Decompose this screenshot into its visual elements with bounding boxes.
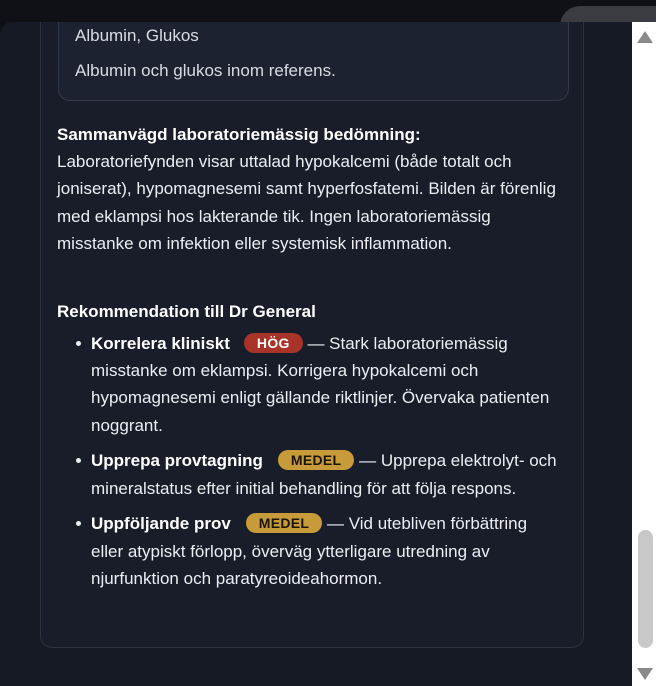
- recommendation-label: Upprepa provtagning: [91, 451, 263, 471]
- priority-badge-high: HÖG: [244, 333, 303, 353]
- albumin-section-title: Albumin, Glukos: [75, 26, 199, 45]
- report-panel: [0, 22, 632, 686]
- assessment-heading: Sammanvägd laboratoriemässig bedömning:: [57, 125, 421, 144]
- albumin-glucose-subcard: [58, 22, 569, 101]
- recommendation-text: — Upprepa elektrolyt- och mineralstatus efter initial behandling för att följa respons.: [91, 451, 557, 498]
- albumin-section-text: Albumin och glukos inom referens.: [75, 61, 336, 80]
- recommendation-text: — Stark laboratoriemässig misstanke om eklampsi. Korrigera hypokalcemi och hypomagnesemi enligt gällande riktlinjer. Övervaka patienten noggrant.: [91, 334, 550, 435]
- lab-report-card: [40, 22, 584, 648]
- window-top-bar: [0, 0, 656, 22]
- recommendation-text: — Vid utebliven förbättring eller atypiskt förlopp, överväg ytterligare utredning av njurfunktion och paratyreoideahormon.: [91, 514, 528, 588]
- priority-badge-medium: MEDEL: [246, 513, 323, 533]
- recommendation-list: [91, 330, 561, 601]
- overall-assessment: [57, 121, 557, 257]
- scroll-up-arrow-icon[interactable]: [637, 31, 653, 43]
- scroll-down-arrow-icon[interactable]: [637, 668, 653, 680]
- recommendation-label: Uppföljande prov: [91, 514, 231, 534]
- recommendation-title: Rekommendation till Dr General: [57, 302, 316, 321]
- priority-badge-medium: MEDEL: [278, 450, 355, 470]
- recommendation-item-uppfoljande: [91, 510, 561, 592]
- recommendation-item-korrelera: [91, 330, 561, 439]
- assessment-text: Laboratoriefynden visar uttalad hypokalcemi (både totalt och joniserat), hypomagnesemi samt hyperfosfatemi. Bilden är förenlig med eklampsi hos lakterande tik. Ingen laboratoriemässig misstanke om infektion eller systemisk inflammation.: [57, 152, 556, 253]
- recommendation-label: Korrelera kliniskt: [91, 334, 230, 353]
- recommendation-item-upprepa: [91, 447, 561, 501]
- scrollbar-thumb[interactable]: [638, 530, 653, 648]
- vertical-scrollbar[interactable]: [632, 22, 656, 686]
